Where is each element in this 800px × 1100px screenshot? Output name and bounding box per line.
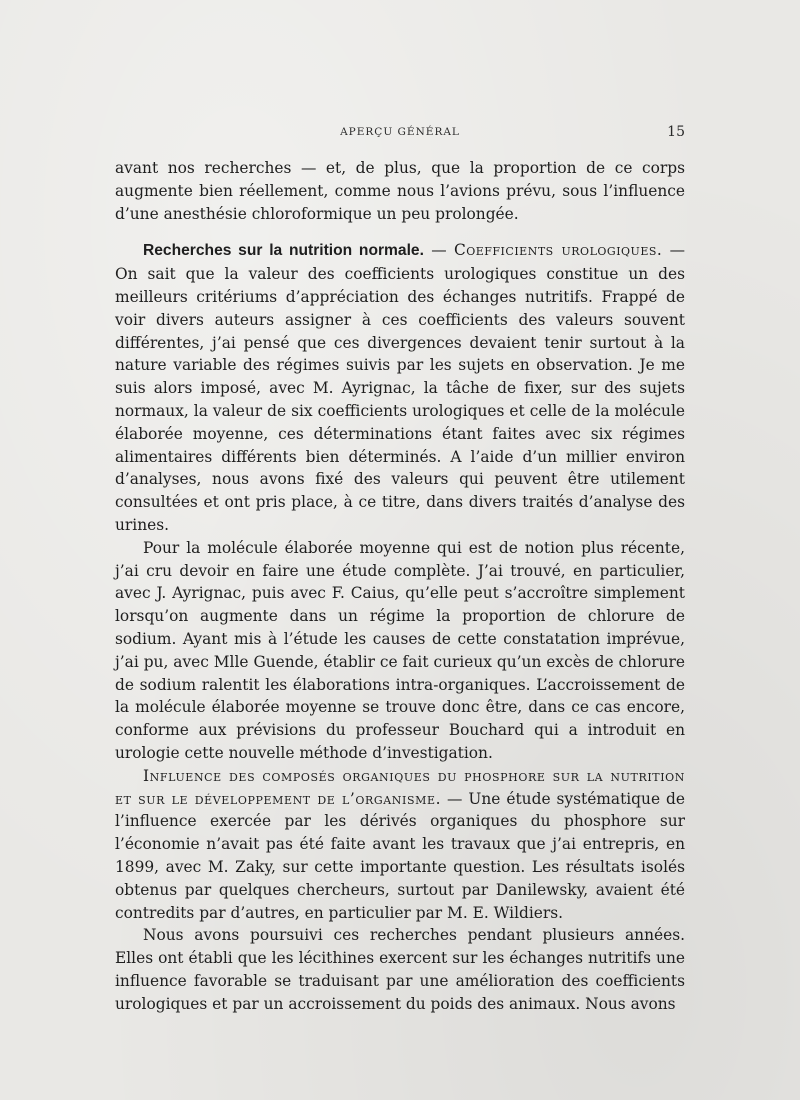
paragraph-normal-nutrition <box>115 239 685 536</box>
heading-dash: — <box>423 241 454 260</box>
paragraph-phosphorus-body: — Une étude systématique de l’influence exercée par les dérivés organiques du phosphore sur l’économie n’avait pas été faite avant les travaux que j’ai entrepris, en 1899, avec M. Zaky, sur cette importante question. Les résultats isolés obtenus par quelques chercheurs, surtout par Danilewsky, avaient été contredits par d’autres, en particulier par M. E. Wildiers. <box>115 789 685 922</box>
running-title: APERÇU GÉNÉRAL <box>340 126 460 138</box>
paragraph-lecithins: Nous avons poursuivi ces recherches pendant plusieurs années. Elles ont établi que les lécithines exercent sur les échanges nutritifs une influence favorable se traduisant par une amélioration des coefficients urologiques et par un accroissement du poids des animaux. Nous avons <box>115 926 685 1013</box>
subsection-label-coefficients: Coefficients urologiques. <box>453 241 663 260</box>
paragraph-normal-nutrition-body: — On sait que la valeur des coefficients urologiques constitue un des meilleurs critériums d’appréciation des échanges nutritifs. Frappé de voir divers auteurs assigner à ces coefficients des valeurs souvent différentes, j’ai pensé que ces divergences devaient tenir surtout à la nature variable des régimes suivis par les sujets en observation. Je me suis alors imposé, avec M. Ayrignac, la tâche de fixer, sur des sujets normaux, la valeur de six coefficients urologiques et celle de la molécule élaborée moyenne, ces déterminations étant faites avec six régimes alimentaires différents bien déterminés. A l’aide d’un millier environ d’analyses, nous avons fixé des valeurs qui peuvent être utilement consultées et ont pris place, à ce titre, dans divers traités d’analyse des urines. <box>115 241 685 534</box>
paragraph-molecule: Pour la molécule élaborée moyenne qui est de notion plus récente, j’ai cru devoir en faire une étude complète. J’ai trouvé, en particulier, avec J. Ayrignac, puis avec F. Caius, qu’elle peut s’accroître simplement lorsqu’on augmente dans un régime la proportion de chlorure de sodium. Ayant mis à l’étude les causes de cette constatation imprévue, j’ai pu, avec Mlle Guende, établir ce fait curieux qu’un excès de chlorure de sodium ralentit les élaborations intra-organiques. L’accroissement de la molécule élaborée moyenne se trouve donc être, dans ce cas encore, conforme aux prévisions du professeur Bouchard qui a introduit en urologie cette nouvelle méthode d’investigation. <box>115 538 685 762</box>
page-number: 15 <box>667 124 685 140</box>
section-heading-normal-nutrition: Recherches sur la nutrition normale. <box>143 242 424 260</box>
paragraph-phosphorus <box>115 765 685 925</box>
paragraph-intro: avant nos recherches — et, de plus, que la proportion de ce corps augmente bien réellement, comme nous l’avions prévu, sous l’influence d’une anesthésie chloroformique un peu prolongée. <box>115 159 685 223</box>
body-text <box>115 157 685 1015</box>
running-head <box>115 124 685 142</box>
section-heading-phosphorus: Influence des composés organiques du phosphore sur la nutrition et sur le développement de l’organisme. <box>115 766 685 808</box>
